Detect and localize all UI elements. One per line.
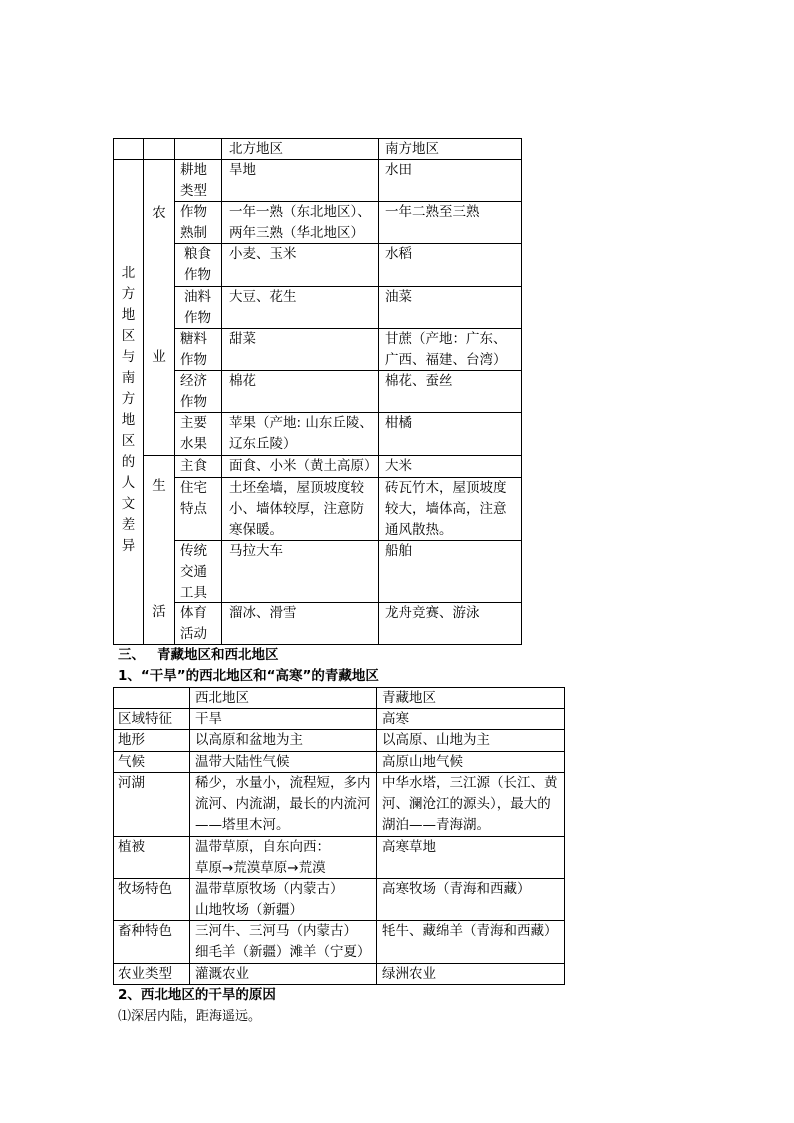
north-south-comparison-table (113, 138, 522, 645)
north-sugar-crops: 甜菜 (222, 329, 379, 371)
north-housing-features: 土坯垒墙，屋顶坡度较 小、墙体较厚，注意防 寒保暖。 (222, 478, 379, 541)
northwest-pasture-features: 温带草原牧场（内蒙古） 山地牧场（新疆） (190, 879, 377, 921)
south-grain-crops: 水稻 (379, 244, 522, 287)
group-label-daily-life: 生活 (152, 478, 166, 620)
row-label-oil-crops: 油料 作物 (175, 287, 222, 329)
section-title: 青藏地区和西北地区 (157, 647, 279, 663)
qingzang-vegetation: 高寒草地 (377, 837, 565, 879)
row-label-rivers-lakes: 河湖 (114, 773, 190, 837)
south-housing-features: 砖瓦竹木，屋顶坡度 较大，墙体高，注意 通风散热。 (379, 478, 522, 541)
south-cropping-system: 一年二熟至三熟 (379, 202, 522, 244)
group-cell-agriculture (144, 160, 175, 456)
north-cultivated-land-type: 旱地 (222, 160, 379, 202)
header-northwest-region: 西北地区 (190, 688, 377, 709)
header-empty-cell (114, 688, 190, 709)
row-label-livestock-breeds: 畜种特色 (114, 921, 190, 964)
section-number: 三、 (118, 647, 145, 663)
row-label-sugar-crops: 糖料 作物 (175, 329, 222, 371)
south-oil-crops: 油菜 (379, 287, 522, 329)
south-main-fruits: 柑橘 (379, 413, 522, 456)
row-label-agriculture-type: 农业类型 (114, 964, 190, 985)
header-south-region: 南方地区 (379, 139, 522, 160)
row-label-cash-crops: 经济 作物 (175, 371, 222, 413)
qingzang-regional-feature: 高寒 (377, 709, 565, 730)
group-label-agriculture: 农业 (152, 205, 166, 365)
side-label-cell (114, 160, 144, 645)
section-heading (118, 645, 279, 666)
group-cell-daily-life (144, 456, 175, 645)
northwest-climate: 温带大陆性气候 (190, 752, 377, 773)
row-label-staple-food: 主食 (175, 456, 222, 478)
south-traditional-transport: 船舶 (379, 541, 522, 603)
subheading-drought-causes: 2、西北地区的干旱的原因 (118, 987, 276, 1003)
north-main-fruits: 苹果（产地: 山东丘陵、 辽东丘陵） (222, 413, 379, 456)
north-grain-crops: 小麦、玉米 (222, 244, 379, 287)
side-label: 北方地区与南方地区的人文差异 (121, 265, 136, 554)
north-cash-crops: 棉花 (222, 371, 379, 413)
header-north-region: 北方地区 (222, 139, 379, 160)
qingzang-rivers-lakes: 中华水塔，三江源（长江、黄 河、澜沧江的源头），最大的 湖泊——青海湖。 (377, 773, 565, 837)
header-qingzang-region: 青藏地区 (377, 688, 565, 709)
row-label-terrain: 地形 (114, 730, 190, 752)
north-staple-food: 面食、小米（黄土高原） (222, 456, 379, 478)
row-label-vegetation: 植被 (114, 837, 190, 879)
row-label-pasture-features: 牧场特色 (114, 879, 190, 921)
row-label-main-fruits: 主要 水果 (175, 413, 222, 456)
northwest-livestock-breeds: 三河牛、三河马（内蒙古） 细毛羊（新疆）滩羊（宁夏） (190, 921, 377, 964)
qingzang-climate: 高原山地气候 (377, 752, 565, 773)
north-oil-crops: 大豆、花生 (222, 287, 379, 329)
qingzang-agriculture-type: 绿洲农业 (377, 964, 565, 985)
south-sugar-crops: 甘蔗（产地：广东、 广西、福建、台湾） (379, 329, 522, 371)
row-label-cultivated-land-type: 耕地 类型 (175, 160, 222, 202)
northwest-regional-feature: 干旱 (190, 709, 377, 730)
header-empty-cell (114, 139, 144, 160)
north-cropping-system: 一年一熟（东北地区）、 两年三熟（华北地区） (222, 202, 379, 244)
row-label-traditional-transport: 传统 交通 工具 (175, 541, 222, 603)
north-sports-activities: 溜冰、滑雪 (222, 603, 379, 645)
qingzang-livestock-breeds: 牦牛、藏绵羊（青海和西藏） (377, 921, 565, 964)
south-sports-activities: 龙舟竞赛、游泳 (379, 603, 522, 645)
northwest-terrain: 以高原和盆地为主 (190, 730, 377, 752)
subheading-comparison: 1、“干旱”的西北地区和“高寒”的青藏地区 (118, 668, 379, 684)
header-empty-cell (175, 139, 222, 160)
northwest-vegetation: 温带草原，自东向西： 草原→荒漠草原→荒漠 (190, 837, 377, 879)
row-label-sports-activities: 体育 活动 (175, 603, 222, 645)
south-cash-crops: 棉花、蚕丝 (379, 371, 522, 413)
row-label-regional-feature: 区域特征 (114, 709, 190, 730)
south-cultivated-land-type: 水田 (379, 160, 522, 202)
south-staple-food: 大米 (379, 456, 522, 478)
reason-item: ⑴深居内陆，距海遥远。 (118, 1009, 262, 1024)
qingzang-terrain: 以高原、山地为主 (377, 730, 565, 752)
northwest-qingzang-comparison-table (113, 687, 565, 985)
northwest-rivers-lakes: 稀少，水量小，流程短，多内 流河、内流湖，最长的内流河 ——塔里木河。 (190, 773, 377, 837)
qingzang-pasture-features: 高寒牧场（青海和西藏） (377, 879, 565, 921)
north-traditional-transport: 马拉大车 (222, 541, 379, 603)
row-label-grain-crops: 粮食 作物 (175, 244, 222, 287)
row-label-housing-features: 住宅 特点 (175, 478, 222, 541)
row-label-climate: 气候 (114, 752, 190, 773)
northwest-agriculture-type: 灌溉农业 (190, 964, 377, 985)
row-label-cropping-system: 作物 熟制 (175, 202, 222, 244)
